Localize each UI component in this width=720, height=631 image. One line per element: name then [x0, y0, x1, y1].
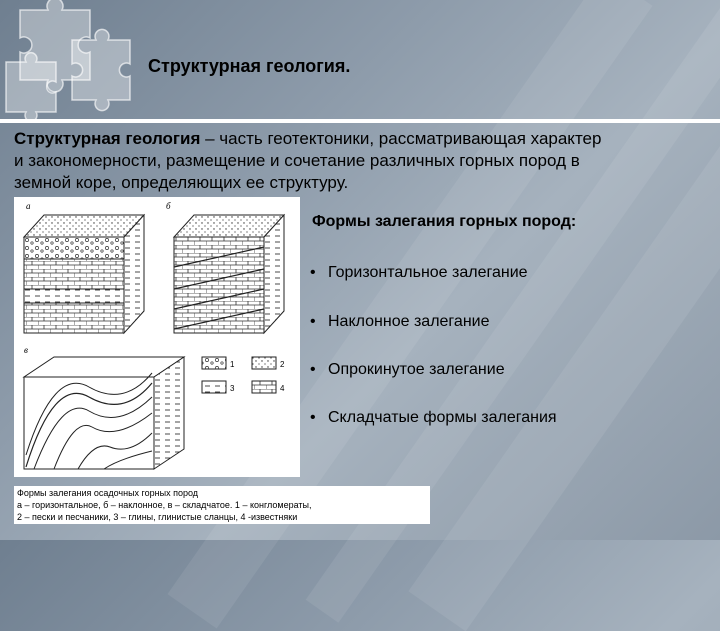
legend-number-1: 1	[230, 360, 235, 369]
puzzle-pieces-icon	[0, 0, 140, 120]
caption-line-3: 2 – пески и песчаники, 3 – глины, глинистые сланцы, 4 -известняки	[17, 512, 298, 522]
intro-line-2: и закономерности, размещение и сочетание различных горных пород в	[14, 151, 580, 170]
inclined-bedding-block	[174, 215, 284, 333]
list-item	[310, 409, 710, 427]
intro-line-1	[14, 128, 720, 150]
list-item	[310, 313, 710, 331]
intro-paragraph	[14, 128, 720, 194]
folded-bedding-block	[24, 357, 184, 469]
list-item	[310, 264, 710, 282]
bullet-icon: •	[310, 361, 316, 378]
bullet-icon: •	[310, 264, 316, 281]
bedding-forms-heading: Формы залегания горных пород:	[312, 213, 577, 230]
intro-line-3: земной коре, определяющих ее структуру.	[14, 173, 349, 192]
panel-label-c: в	[24, 345, 28, 355]
legend-number-3: 3	[230, 384, 235, 393]
list-item	[310, 361, 710, 379]
figure-caption	[14, 486, 430, 524]
title-divider	[0, 119, 720, 123]
bullet-icon: •	[310, 409, 316, 426]
legend-number-4: 4	[280, 384, 285, 393]
slide-title: Структурная геология.	[148, 56, 351, 76]
list-item-label: Опрокинутое залегание	[328, 361, 505, 378]
legend-number-2: 2	[280, 360, 285, 369]
panel-label-a: а	[26, 201, 31, 211]
intro-definition: – часть геотектоники, рассматривающая характер	[200, 129, 602, 148]
rock-bedding-illustration	[14, 197, 300, 477]
list-item-label: Складчатые формы залегания	[328, 409, 557, 426]
bullet-icon: •	[310, 313, 316, 330]
list-item-label: Горизонтальное залегание	[328, 264, 528, 281]
caption-line-2: а – горизонтальное, б – наклонное, в – складчатое. 1 – конгломераты,	[17, 500, 312, 510]
caption-line-1: Формы залегания осадочных горных пород	[17, 488, 199, 498]
panel-label-b: б	[166, 201, 171, 211]
rock-bedding-figure	[14, 197, 300, 477]
figure-legend	[202, 357, 285, 393]
horizontal-bedding-block	[24, 215, 144, 333]
intro-term: Структурная геология	[14, 129, 201, 148]
list-item-label: Наклонное залегание	[328, 313, 490, 330]
